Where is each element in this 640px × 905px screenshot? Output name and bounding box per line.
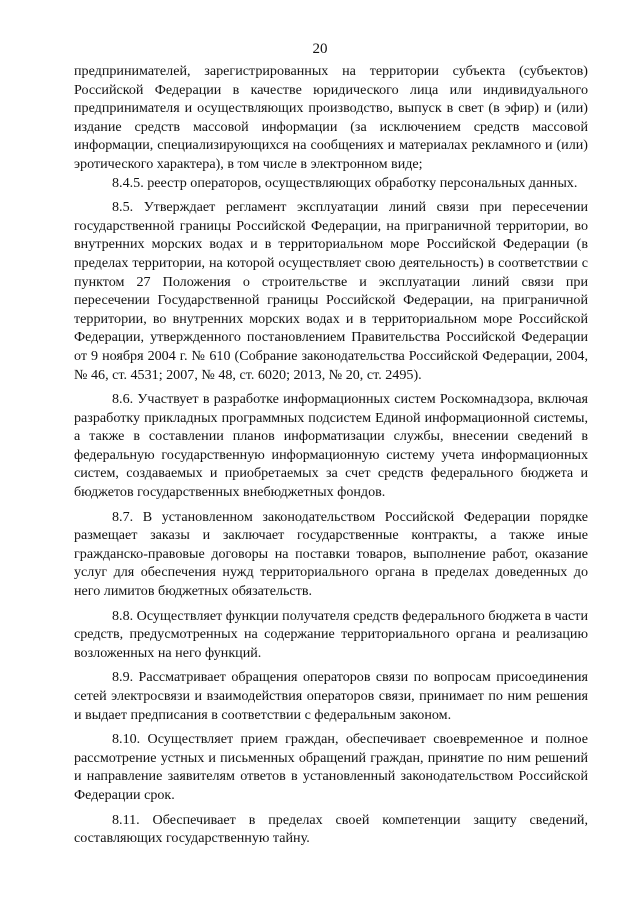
paragraph-8-11: 8.11. Обеспечивает в пределах своей компетенции защиту сведений, составляющих государственную тайну. [74,811,588,847]
paragraph-8-7: 8.7. В установленном законодательством Российской Федерации порядке размещает заказы и заключает государственные контракты, а также иные гражданско-правовые договоры на поставки товаров, выполнение работ, оказание услуг для обеспечения нужд территориального органа в пределах доведенных до него лимитов бюджетных обязательств. [74,508,588,600]
paragraph-8-5: 8.5. Утверждает регламент эксплуатации линий связи при пересечении государственной границы Российской Федерации, на приграничной территории, во внутренних морских водах и в территориальном море Российской Федерации (в пределах территории, на которой осуществляет свою деятельность) в соответствии с пунктом 27 Положения о строительстве и эксплуатации линий связи при пересечении Государственной границы Российской Федерации, на приграничной территории, во внутренних морских водах и в территориальном море Российской Федерации, утвержденного постановлением Правительства Российской Федерации от 9 ноября 2004 г. № 610 (Собрание законодательства Российской Федерации, 2004, № 46, ст. 4531; 2007, № 48, ст. 6020; 2013, № 20, ст. 2495). [74,199,588,383]
paragraph-continued: предпринимателей, зарегистрированных на территории субъекта (субъектов) Российской Федерации в качестве юридического лица или индивидуального предпринимателя и осуществляющих производство, выпуск в свет (в эфир) и (или) издание средств массовой информации (за исключением средств массовой информации, специализирующихся на сообщениях и материалах рекламного и (или) эротического характера), в том числе в электронном виде; [74,63,588,172]
paragraph-8-10: 8.10. Осуществляет прием граждан, обеспечивает своевременное и полное рассмотрение устных и письменных обращений граждан, принятие по ним решений и направление заявителям ответов в установленный законодательством Российской Федерации срок. [74,731,588,803]
paragraph-8-6: 8.6. Участвует в разработке информационных систем Роскомнадзора, включая разработку прикладных программных подсистем Единой информационной системы, а также в составлении планов информатизации службы, внесении сведений в федеральную государственную информационную систему учета информационных систем, создаваемых и приобретаемых за счет средств федерального бюджета и бюджетов государственных внебюджетных фондов. [74,391,588,501]
paragraph-8-9: 8.9. Рассматривает обращения операторов связи по вопросам присоединения сетей электросвязи и взаимодействия операторов связи, принимает по ним решения и выдает предписания в соответствии с федеральным законом. [74,669,588,723]
paragraph-8-4-5: 8.4.5. реестр операторов, осуществляющих обработку персональных данных. [112,174,578,191]
page-number: 20 [312,41,328,57]
paragraph-8-8: 8.8. Осуществляет функции получателя средств федерального бюджета в части средств, предусмотренных на содержание территориального органа и реализацию возложенных на него функций. [74,607,588,661]
document-body [74,62,588,848]
